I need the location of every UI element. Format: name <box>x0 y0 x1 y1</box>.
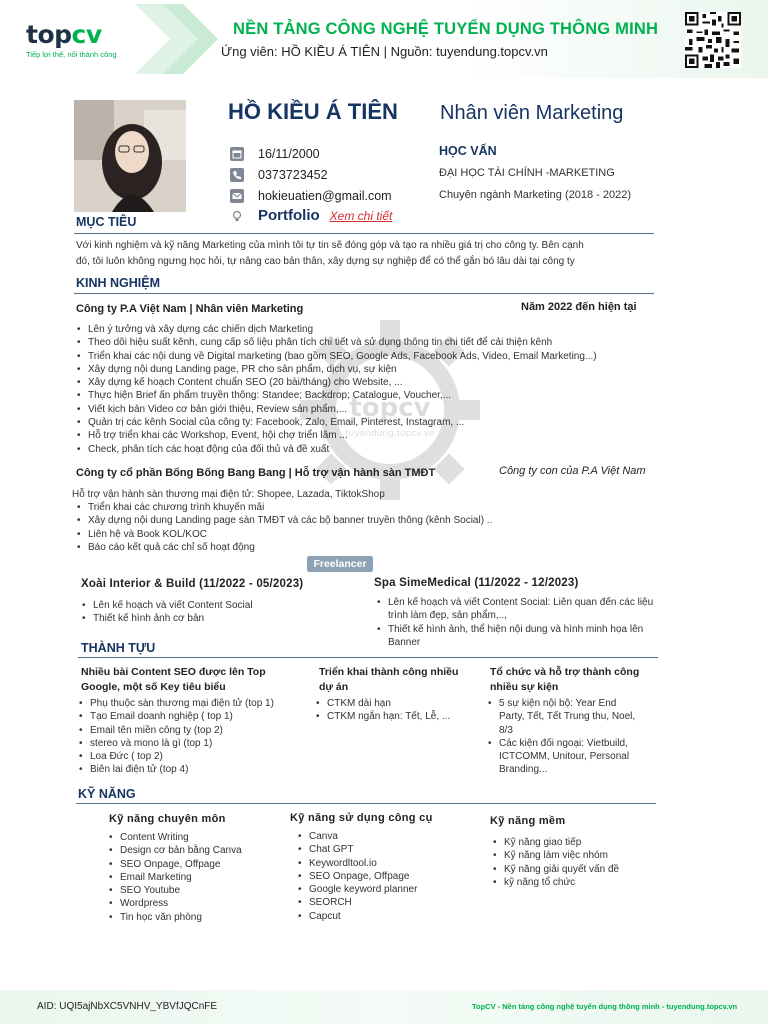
job1-heading: Công ty P.A Việt Nam | Nhân viên Marketing <box>76 303 304 315</box>
list-item: • Design cơ bản bằng Canva <box>108 844 283 857</box>
watermark-url: tuyendung.topcv.vn <box>345 429 435 439</box>
list-item: • CTKM ngắn hạn: Tết, Lễ, ... <box>315 710 480 723</box>
list-item: • Content Writing <box>108 831 283 844</box>
job2-note: Công ty con của P.A Việt Nam <box>499 465 646 477</box>
skills-title: KỸ NĂNG <box>78 787 136 801</box>
objective-divider <box>74 233 654 234</box>
list-item: • Triển khai các chương trình khuyến mãi <box>76 501 676 514</box>
skill3-heading: Kỹ năng mềm <box>490 815 566 827</box>
list-item: • Wordpress <box>108 897 283 910</box>
list-item: • stereo và mono là gì (top 1) <box>78 737 308 750</box>
watermark-brand: topcv <box>349 393 431 423</box>
list-item: • Xây dựng nội dung Landing page sàn TMĐT và các bộ banner truyền thông (kênh Social) .. <box>76 514 676 527</box>
list-item: • Canva <box>297 830 477 843</box>
achievement2-heading: Triển khai thành công nhiều dự án <box>319 666 459 693</box>
chevron-decoration-icon <box>158 4 228 74</box>
banner-title: NỀN TẢNG CÔNG NGHỆ TUYỂN DỤNG THÔNG MINH <box>233 20 659 38</box>
freelance1-heading: Xoài Interior & Build (11/2022 - 05/2023) <box>81 578 304 590</box>
list-item: • Email Marketing <box>108 871 283 884</box>
education-major: Chuyên ngành Marketing (2018 - 2022) <box>439 189 632 201</box>
portfolio-row <box>230 207 392 224</box>
freelance2-list <box>376 596 656 649</box>
list-item: • Email tên miền công ty (top 2) <box>78 724 308 737</box>
achievements-divider <box>78 657 658 658</box>
education-school: ĐẠI HỌC TÀI CHÍNH -MARKETING <box>439 167 615 179</box>
footer-aid: AID: UQI5ajNbXC5VNHV_YBVfJQCnFE <box>37 1001 218 1012</box>
qr-code-icon <box>684 12 742 68</box>
list-item: • SEO Youtube <box>108 884 283 897</box>
logo-tagline: Tiếp lợi thế, nối thành công <box>26 50 117 59</box>
freelance1-list <box>81 599 351 626</box>
achievement3-list <box>487 697 637 777</box>
portfolio-label: Portfolio <box>258 207 320 224</box>
skill1-heading: Kỹ năng chuyên môn <box>109 813 226 825</box>
list-item: • Triển khai các nội dung về Digital marketing (bao gồm SEO, Google Ads, Facebook Ads, Video, Email Marketing...) <box>76 350 676 363</box>
list-item: • CTKM dài hạn <box>315 697 480 710</box>
banner-subtitle: Ứng viên: HỒ KIỀU Á TIÊN | Nguồn: tuyendung.topcv.vn <box>221 44 548 59</box>
job1-date: Năm 2022 đến hiện tại <box>521 301 637 313</box>
experience-title: KINH NGHIỆM <box>76 276 161 290</box>
list-item: • Lên ý tưởng và xây dựng các chiến dịch Marketing <box>76 323 676 336</box>
experience-divider <box>74 293 654 294</box>
achievements-title: THÀNH TỰU <box>81 641 156 655</box>
list-item: • Theo dõi hiệu suất kênh, cung cấp số liệu phân tích chi tiết và sử dụng thông tin chi tiết để cải thiện kênh <box>76 336 676 349</box>
list-item: • Tạo Email doanh nghiệp ( top 1) <box>78 710 308 723</box>
list-item: • Thiết kế hình ảnh, thể hiện nội dung và hình minh họa lên Banner <box>376 623 656 650</box>
achievement1-heading: Nhiều bài Content SEO được lên Top Google, một số Key tiêu biểu <box>81 666 266 693</box>
skill3-list <box>492 836 662 889</box>
list-item: • Google keyword planner <box>297 883 477 896</box>
list-item: • Chat GPT <box>297 843 477 856</box>
skill2-list <box>297 830 477 923</box>
list-item: • Tin học văn phòng <box>108 911 283 924</box>
achievement2-list <box>315 697 480 724</box>
topcv-logo: topcv Tiếp lợi thế, nối thành công <box>26 20 117 59</box>
skill2-heading: Kỹ năng sử dụng công cụ <box>290 812 433 824</box>
list-item: • Keywordltool.io <box>297 857 477 870</box>
footer-brand-text: TopCV - Nền tảng công nghệ tuyển dụng thông minh - tuyendung.topcv.vn <box>472 1002 738 1011</box>
list-item: • SEO Onpage, Offpage <box>108 858 283 871</box>
list-item: • SEORCH <box>297 896 477 909</box>
contact-email: hokieuatien@gmail.com <box>230 186 392 206</box>
freelancer-badge: Freelancer <box>307 556 373 572</box>
list-item: • Xây dựng nội dung Landing page, PR cho sản phẩm, dịch vụ, sự kiện <box>76 363 676 376</box>
objective-title: MỤC TIÊU <box>76 215 137 229</box>
job2-list <box>76 501 676 554</box>
objective-text: Với kinh nghiệm và kỹ năng Marketing của mình tôi tự tin sẽ đóng góp và tạo ra nhiều giá trị cho công ty. Bên cạnh đó, tôi luôn không ngưng học hỏi, tự nâng cao bản thân, xây dựng sự nghiệp để có thể gắn bó lâu dài tại công ty <box>76 240 584 267</box>
list-item: • Lên kế hoạch và viết Content Social <box>81 599 351 612</box>
list-item: • Lên kế hoạch và viết Content Social: Liên quan đến các liệu trình làm đẹp, sản phẩm,.., <box>376 596 656 623</box>
list-item: • Báo cáo kết quả các chỉ số hoạt động <box>76 541 676 554</box>
list-item: • Hỗ trợ triển khai các Workshop, Event, hội chợ triển lãm ... <box>76 429 676 442</box>
list-item: • kỹ năng tổ chức <box>492 876 662 889</box>
list-item: • Kỹ năng giao tiếp <box>492 836 662 849</box>
candidate-name: HỒ KIỀU Á TIÊN <box>228 99 398 124</box>
list-item: • Thiết kế hình ảnh cơ bản <box>81 612 351 625</box>
list-item: • Kỹ năng làm việc nhóm <box>492 849 662 862</box>
skill1-list <box>108 831 283 924</box>
freelance2-heading: Spa SimeMedical (11/2022 - 12/2023) <box>374 577 579 589</box>
skills-divider <box>76 803 656 804</box>
calendar-icon <box>230 147 244 161</box>
list-item: • Capcut <box>297 910 477 923</box>
list-item: • Biên lai điện tử (top 4) <box>78 763 308 776</box>
list-item: • Phụ thuộc sàn thương mại điện tử (top 1) <box>78 697 308 710</box>
contact-list <box>230 144 392 206</box>
list-item: • Thực hiện Brief ấn phẩm truyền thông: Standee; Backdrop; Catalogue, Voucher,... <box>76 389 676 402</box>
list-item: • Loa Đức ( top 2) <box>78 750 308 763</box>
list-item: • SEO Onpage, Offpage <box>297 870 477 883</box>
contact-birthday: 16/11/2000 <box>230 144 392 164</box>
achievement1-list <box>78 697 308 777</box>
education-title: HỌC VẤN <box>439 144 497 158</box>
list-item: • Viết kịch bản Video cơ bản giới thiệu, Review sản phẩm,... <box>76 403 676 416</box>
email-icon <box>230 189 244 203</box>
list-item: • Check, phân tích các hoạt động của đối thủ và đề xuất <box>76 443 676 456</box>
list-item: • Các kiện đối ngoại: Vietbuild, ICTCOMM, Unitour, Personal Branding... <box>487 737 637 777</box>
list-item: • Quản trị các kênh Social của công ty: Facebook, Zalo, Email, Pinterest, Instagram, ... <box>76 416 676 429</box>
contact-phone: 0373723452 <box>230 165 392 185</box>
achievement3-heading: Tổ chức và hỗ trợ thành công nhiều sự kiện <box>490 666 640 693</box>
lightbulb-icon <box>230 209 244 223</box>
list-item: • Liên hệ và Book KOL/KOC <box>76 528 676 541</box>
portfolio-link[interactable]: Xem chi tiết <box>329 208 393 223</box>
job1-list <box>76 323 676 456</box>
list-item: • Kỹ năng giải quyết vấn đề <box>492 863 662 876</box>
list-item: • Xây dựng kế hoạch Content chuẩn SEO (20 bài/tháng) cho Website, ... <box>76 376 676 389</box>
list-item: • 5 sự kiện nội bộ: Year End Party, Tết, Tết Trung thu, Noel, 8/3 <box>487 697 637 737</box>
avatar <box>74 100 186 212</box>
job2-heading: Công ty cổ phần Bống Bống Bang Bang | Hỗ trợ vận hành sàn TMĐT <box>76 467 436 479</box>
phone-icon <box>230 168 244 182</box>
job2-intro: Hỗ trợ vận hành sàn thương mại điện tử: Shopee, Lazada, TiktokShop <box>72 489 385 500</box>
job-title: Nhân viên Marketing <box>440 102 624 124</box>
